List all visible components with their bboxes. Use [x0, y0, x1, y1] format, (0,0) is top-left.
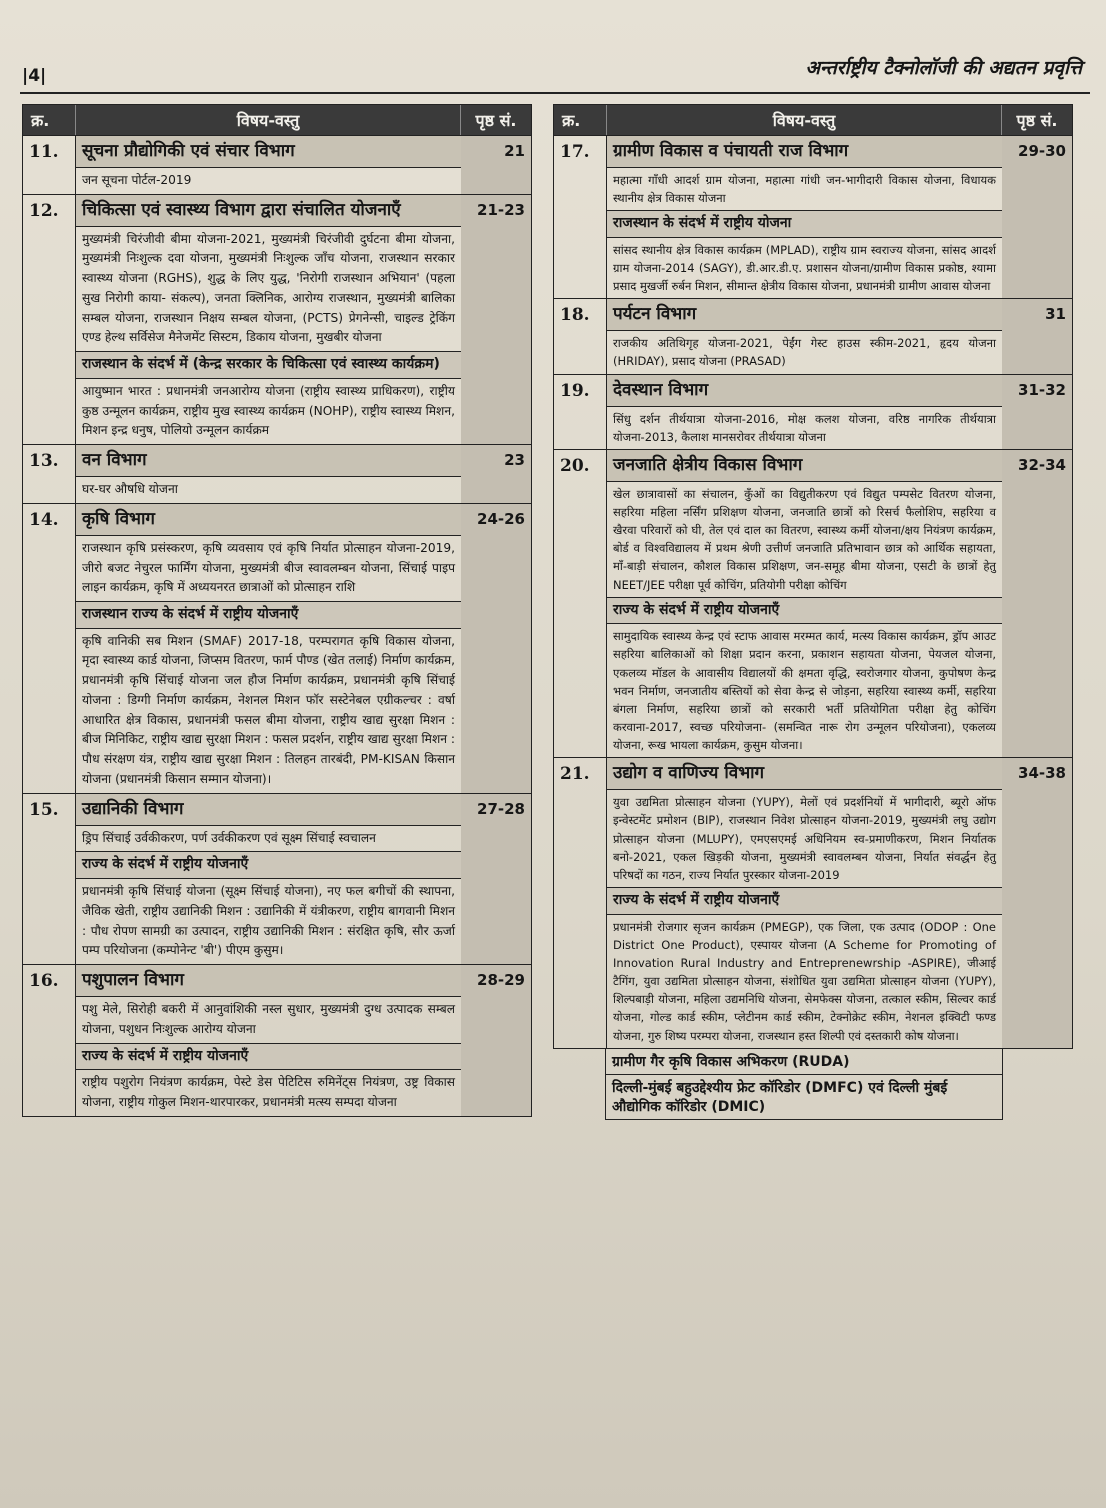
header-serial: क्र. [31, 111, 50, 130]
right-column [553, 104, 1073, 1120]
scheme-list: महात्मा गाँधी आदर्श ग्राम योजना, महात्मा गांधी जन-भागीदारी विकास योजना, विधायक स्थानीय क्षेत्र विकास योजना [613, 172, 996, 206]
department-title: जनजाति क्षेत्रीय विकास विभाग [607, 450, 1002, 482]
national-scheme-list: कृषि वानिकी सब मिशन (SMAF) 2017-18, परम्परागत कृषि विकास योजना, मृदा स्वास्थ्य कार्ड योजना, जिप्सम वितरण, फार्म पौण्ड (खेत तलाई) निर्माण कार्यक्रम, प्रधानमंत्री कृषि सिंचाई योजना जल हौज निर्माण कार्यक्रम, प्रधानमंत्री कृषि सिंचाई योजना : डिग्गी निर्माण कार्यक्रम, नेशनल मिशन फॉर सस्टेनेबल एग्रीकल्चर : वर्षा आधारित क्षेत्र विकास, प्रधानमंत्री फसल बीमा योजना, राष्ट्रीय खाद्य सुरक्षा मिशन : बीज मिनिकिट, राष्ट्रीय खाद्य सुरक्षा मिशन : फसल प्रदर्शन, राष्ट्रीय खाद्य सुरक्षा मिशन : पौध संरक्षण यंत्र, राष्ट्रीय खाद्य सुरक्षा मिशन : तिलहन तारबंदी, PM-KISAN किसान योजना (प्रधानमंत्री किसान सम्मान योजना)। [82, 633, 455, 787]
section-body [75, 504, 461, 793]
extra-heading: ग्रामीण गैर कृषि विकास अभिकरण (RUDA) [605, 1049, 1003, 1075]
section-body [75, 445, 461, 503]
page-range: 24-26 [461, 504, 531, 793]
page-range: 29-30 [1002, 136, 1072, 298]
running-head: अन्तर्राष्ट्रीय टैक्नोलॉजी की अद्यतन प्रवृत्ति [805, 57, 1082, 79]
sub-heading: राज्य के संदर्भ में राष्ट्रीय योजनाएँ [76, 851, 461, 879]
table-header [553, 104, 1073, 136]
toc-section [553, 299, 1073, 374]
national-scheme-list: राष्ट्रीय पशुरोग नियंत्रण कार्यक्रम, पेस्टे डेस पेटिटिस रुमिनेंट्स नियंत्रण, उष्ट्र विकास योजना, राष्ट्रीय गोकुल मिशन-थारपारकर, प्रधानमंत्री मत्स्य सम्पदा योजना [82, 1075, 455, 1109]
department-title: वन विभाग [76, 445, 461, 477]
department-title: देवस्थान विभाग [607, 375, 1002, 407]
section-number: 18. [560, 305, 590, 326]
national-scheme-list: सामुदायिक स्वास्थ्य केन्द्र एवं स्टाफ आवास मरम्मत कार्य, मत्स्य विकास कार्यक्रम, ड्रॉप आउट सहरिया बालिकाओं को शिक्षा प्रदान करना, प्रकाशन सहायता योजना, पेयजल योजना, एकलव्य मॉडल के आवासीय विद्यालयों की क्षमता वृद्धि, स्वरोजगार योजना, कुपोषण केन्द्र भवन निर्माण, जनजातीय बस्तियों को सेवा केन्द्र से जोड़ना, सहरिया स्वास्थ्य कर्मी, सहरिया बंगला निर्माण, सहरिया छात्रों को सरकारी भर्ती प्रतियोगिता परीक्षा हेतु कोचिंग करवाना-2017, स्वच्छ परियोजना- (समन्वित नारू रोग उन्मूलन परियोजना), एकलव्य योजना, रूख भायला कार्यक्रम, कुसुम योजना। [613, 629, 996, 753]
department-title: उद्योग व वाणिज्य विभाग [607, 758, 1002, 790]
toc-section [22, 794, 532, 965]
toc-section [22, 504, 532, 794]
scheme-list: राजस्थान कृषि प्रसंस्करण, कृषि व्यवसाय एवं कृषि निर्यात प्रोत्साहन योजना-2019, जीरो बजट नेचुरल फार्मिंग योजना, मुख्यमंत्री बीज स्वावलम्बन योजना, सिंचाई पाइप लाइन कार्यक्रम, कृषि में अध्ययनरत छात्राओं को प्रोत्साहन राशि [82, 540, 455, 595]
header-rule [20, 92, 1090, 94]
right-extra-rows [553, 1049, 1073, 1120]
page-range: 34-38 [1002, 758, 1072, 1047]
header-page: पृष्ठ सं. [1016, 111, 1058, 130]
scheme-list: पशु मेले, सिरोही बकरी में आनुवांशिकी नस्ल सुधार, मुख्यमंत्री दुग्ध उत्पादक सम्बल योजना, पशुधन निःशुल्क आरोग्य योजना [82, 1002, 455, 1036]
toc-section [22, 136, 532, 195]
scheme-list: मुख्यमंत्री चिरंजीवी बीमा योजना-2021, मुख्यमंत्री चिरंजीवी दुर्घटना बीमा योजना, मुख्यमंत्री निःशुल्क दवा योजना, मुख्यमंत्री निःशुल्क जाँच योजना, राजस्थान सरकार स्वास्थ्य योजना (RGHS), शुद्ध के लिए युद्ध, 'निरोगी राजस्थान अभियान' (पहला सुख निरोगी काया- संकल्प), जनता क्लिनिक, आरोग्य राजस्थान, मुख्यमंत्री बालिका सम्बल योजना, राजस्थान निक्षय सम्बल योजना, (PCTS) प्रेगनेन्सी, चाइल्ड ट्रेकिंग एण्ड हेल्थ सर्विसेज मैनेजमेंट सिस्टम, डिकाय योजना, मुखबीर योजना [82, 231, 455, 345]
left-sections [22, 136, 532, 1117]
header-subject: विषय-वस्तु [606, 105, 1002, 135]
section-body [606, 299, 1002, 373]
section-body [75, 965, 461, 1116]
section-body [606, 758, 1002, 1047]
table-header [22, 104, 532, 136]
page-range: 23 [461, 445, 531, 503]
section-body [606, 375, 1002, 449]
section-number: 11. [29, 142, 59, 162]
sub-heading: राज्य के संदर्भ में राष्ट्रीय योजनाएँ [607, 597, 1002, 625]
page-number: |4| [22, 66, 47, 86]
department-title: उद्यानिकी विभाग [76, 794, 461, 826]
section-number: 15. [29, 799, 59, 820]
page-range: 21-23 [461, 195, 531, 444]
header-subject: विषय-वस्तु [75, 105, 461, 135]
scheme-list: सिंधु दर्शन तीर्थयात्रा योजना-2016, मोक्ष कलश योजना, वरिष्ठ नागरिक तीर्थयात्रा योजना-2013, कैलाश मानसरोवर तीर्थयात्रा योजना [613, 411, 996, 444]
toc-section [553, 136, 1073, 299]
section-body [75, 136, 461, 194]
extra-heading: दिल्ली-मुंबई बहुउद्देश्यीय फ्रेट कॉरिडोर (DMFC) एवं दिल्ली मुंबई औद्योगिक कॉरिडोर (DMIC) [605, 1075, 1003, 1120]
section-number: 12. [29, 200, 59, 221]
sub-heading: राज्य के संदर्भ में राष्ट्रीय योजनाएँ [607, 887, 1002, 915]
scheme-list: ड्रिप सिंचाई उर्वकीकरण, पर्ण उर्वकीकरण एवं सूक्ष्म सिंचाई स्वचालन [82, 830, 376, 845]
sub-heading: राजस्थान के संदर्भ में (केन्द्र सरकार के चिकित्सा एवं स्वास्थ्य कार्यक्रम) [76, 351, 461, 379]
section-number: 20. [560, 455, 590, 476]
toc-section [22, 445, 532, 504]
left-column [22, 104, 532, 1117]
section-body [606, 450, 1002, 758]
header-page: पृष्ठ सं. [475, 111, 517, 130]
national-scheme-list: आयुष्मान भारत : प्रधानमंत्री जनआरोग्य योजना (राष्ट्रीय स्वास्थ्य प्राधिकरण), राष्ट्रीय कुष्ठ उन्मूलन कार्यक्रम, राष्ट्रीय मुख स्वास्थ्य कार्यक्रम (NOHP), राष्ट्रीय स्वास्थ्य मिशन, मिशन इन्द्र धनुष, पोलियो उन्मूलन कार्यक्रम [82, 383, 455, 438]
department-title: ग्रामीण विकास व पंचायती राज विभाग [607, 136, 1002, 168]
toc-section [553, 375, 1073, 450]
toc-section [553, 758, 1073, 1048]
section-number: 19. [560, 380, 590, 401]
scheme-list: राजकीय अतिथिगृह योजना-2021, पेईंग गेस्ट हाउस स्कीम-2021, हृदय योजना (HRIDAY), प्रसाद योजना (PRASAD) [613, 336, 996, 369]
page-range: 27-28 [461, 794, 531, 964]
scheme-list: जन सूचना पोर्टल-2019 [82, 172, 192, 187]
national-scheme-list: सांसद स्थानीय क्षेत्र विकास कार्यक्रम (MPLAD), राष्ट्रीय ग्राम स्वराज्य योजना, सांसद आदर्श ग्राम योजना-2014 (SAGY), डी.आर.डी.ए. प्रशासन योजना/ग्रामीण विकास प्रकोष्ठ, श्यामा प्रसाद मुखर्जी रुर्बन मिशन, सीमान्त क्षेत्रीय विकास योजना, प्रधानमंत्री ग्रामीण आवास योजना [613, 242, 996, 294]
page-range: 21 [461, 136, 531, 194]
right-sections [553, 136, 1073, 1049]
page-range: 31 [1002, 299, 1072, 373]
page-range: 32-34 [1002, 450, 1072, 758]
national-scheme-list: प्रधानमंत्री कृषि सिंचाई योजना (सूक्ष्म सिंचाई योजना), नए फल बगीचों की स्थापना, जैविक खेती, राष्ट्रीय उद्यानिकी मिशन : उद्यानिकी में यंत्रीकरण, राष्ट्रीय बागवानी मिशन : पौध रोपण सामग्री का उत्पादन, राष्ट्रीय उद्यानिकी मिशन : संरक्षित कृषि, सौर ऊर्जा पम्प परियोजना (कम्पोनेन्ट 'बी') पीएम कुसुम। [82, 884, 455, 958]
scheme-list: घर-घर औषधि योजना [82, 482, 178, 497]
header-serial: क्र. [562, 111, 581, 130]
section-number: 16. [29, 971, 59, 992]
department-title: चिकित्सा एवं स्वास्थ्य विभाग द्वारा संचालित योजनाएँ [76, 195, 461, 227]
department-title: पशुपालन विभाग [76, 965, 461, 997]
toc-section [553, 450, 1073, 759]
section-body [75, 794, 461, 964]
toc-section [22, 195, 532, 445]
page-range: 31-32 [1002, 375, 1072, 449]
page-range: 28-29 [461, 965, 531, 1116]
sub-heading: राजस्थान राज्य के संदर्भ में राष्ट्रीय योजनाएँ [76, 601, 461, 629]
section-number: 21. [560, 764, 590, 785]
national-scheme-list: प्रधानमंत्री रोजगार सृजन कार्यक्रम (PMEGP), एक जिला, एक उत्पाद (ODOP : One District One Product), एस्पायर योजना (A Scheme for Promoting of Innovation Rural Industry and Entreprenewrship -ASPIRE), जीआई टैगिंग, युवा उद्यमिता प्रोत्साहन योजना, संशोधित युवा उद्यमिता प्रोत्साहन योजना (YUPY), शिल्पबाड़ी योजना, महिला उद्यमनिधि योजना, सेमफेक्स योजना, तत्काल स्कीम, सिल्वर कार्ड योजना, गोल्ड कार्ड स्कीम, प्लेटीनम कार्ड स्कीम, टेक्नोक्रेट स्कीम, नेशनल इक्विटी फण्ड योजना, गुरु शिष्य परम्परा योजना, राजस्थान हस्त शिल्पी एवं दस्तकारी कोष योजना। [613, 919, 996, 1043]
sub-heading: राजस्थान के संदर्भ में राष्ट्रीय योजना [607, 210, 1002, 238]
section-body [606, 136, 1002, 298]
sub-heading: राज्य के संदर्भ में राष्ट्रीय योजनाएँ [76, 1043, 461, 1071]
department-title: कृषि विभाग [76, 504, 461, 536]
section-body [75, 195, 461, 444]
section-number: 17. [560, 142, 590, 162]
section-number: 13. [29, 451, 59, 472]
scheme-list: खेल छात्रावासों का संचालन, कुँओं का विद्युतीकरण एवं विद्युत पम्पसेट वितरण योजना, सहरिया महिला नर्सिंग प्रशिक्षण योजना, जनजाति छात्रों को रिसर्च फैलोशिप, सहरिया व खैरवा परिवारों को घी, तेल एवं दाल का वितरण, स्वास्थ्य कर्मी योजना/क्षय नियंत्रण कार्यक्रम, बोर्ड व विश्वविद्यालय में प्रथम श्रेणी उत्तीर्ण जनजाति प्रतिभावान छात्र को आर्थिक सहायता, माँ-बाड़ी संचालन, कौशल विकास प्रशिक्षण, जन-समूह बीमा योजना, एसटी के छात्रों हेतु NEET/JEE परीक्षा पूर्व कोचिंग, प्रतियोगी परीक्षा कोचिंग [613, 486, 996, 592]
scheme-list: युवा उद्यमिता प्रोत्साहन योजना (YUPY), मेलों एवं प्रदर्शनियों में भागीदारी, ब्यूरो ऑफ इन्वेस्टमेंट प्रमोशन (BIP), राजस्थान निवेश प्रोत्साहन योजना-2019, मुख्यमंत्री लघु उद्योग प्रोत्साहन योजना (MLUPY), एमएसएमई अधिनियम स्व-प्रमाणीकरण, मिशन निर्यातक बनो-2021, एकल खिड़की योजना, मुख्यमंत्री स्वावलम्बन योजना, निर्यात संवर्द्धन हेतु परिषदों का गठन, राज्य निर्यात पुरस्कार योजना-2019 [613, 795, 996, 882]
department-title: पर्यटन विभाग [607, 299, 1002, 331]
section-number: 14. [29, 509, 59, 530]
toc-section [22, 965, 532, 1117]
department-title: सूचना प्रौद्योगिकी एवं संचार विभाग [76, 136, 461, 168]
